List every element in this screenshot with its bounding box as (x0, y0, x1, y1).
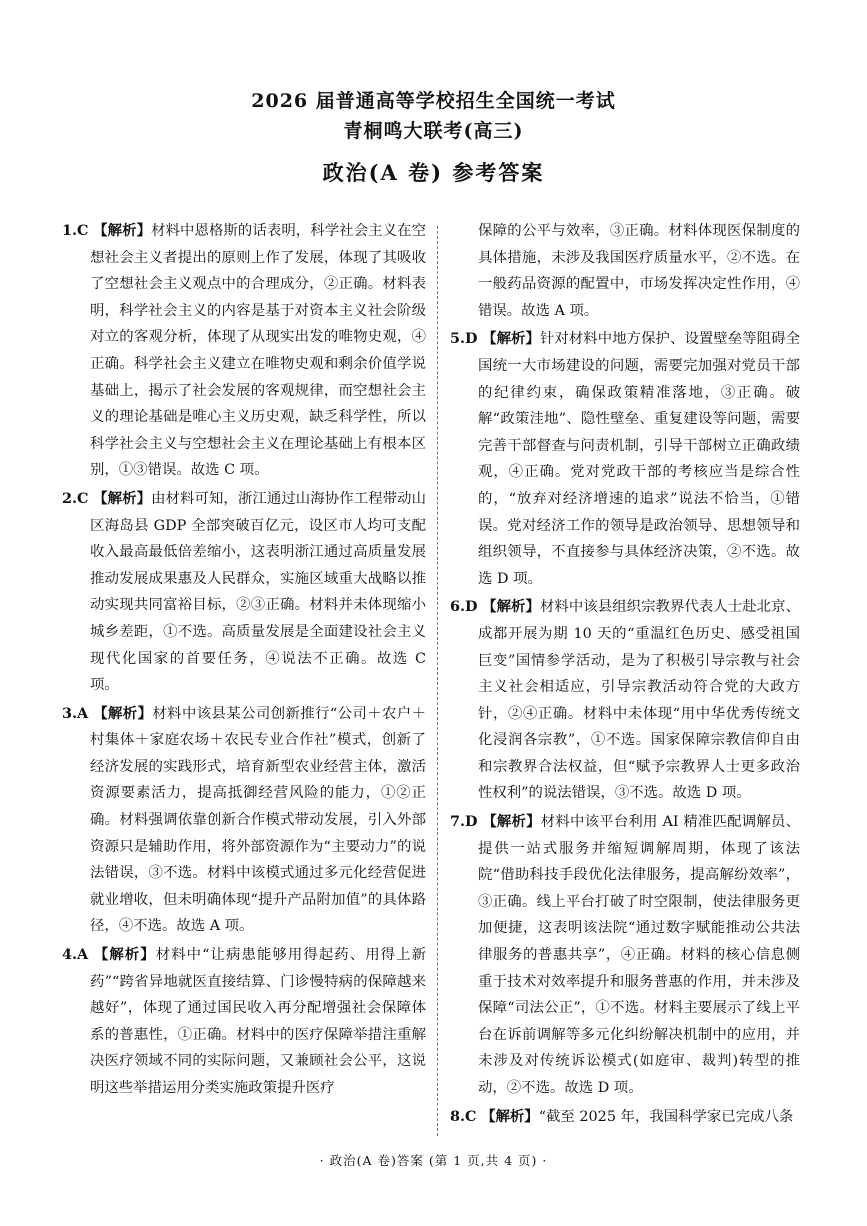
page-header (0, 86, 867, 190)
answer-item-7 (450, 809, 800, 1102)
answer-text: 材料中该县某公司创新推行“公司＋农户＋村集体＋家庭农场＋农民专业合作社”模式，创新了经济发展的实践形式，培育新型农业经营主体，激活资源要素活力，提高抵御经营风险的能力，①②正确。材料强调依靠创新合作模式带动发展，引入外部资源只是辅助作用，将外部资源作为“主要动力”的说法错误，③不选。材料中该模式通过多元化经营促进就业增收，但未明确体现“提升产品附加值”的具体路径，④不选。故选 A 项。 (90, 705, 426, 935)
column-divider (437, 226, 438, 1136)
answer-text: 由材料可知，浙江通过山海协作工程带动山区海岛县 GDP 全部突破百亿元，设区市人均可支配收入最高最低倍差缩小，这表明浙江通过高质量发展推动发展成果惠及人民群众，实施区域重大战略以推动实现共同富裕目标，②③正确。材料并未体现缩小城乡差距，①不选。高质量发展是全面建设社会主义现代化国家的首要任务，④说法不正确。故选 C 项。 (90, 490, 426, 694)
answer-text: 针对材料中地方保护、设置壁垒等阻碍全国统一大市场建设的问题，需要完加强对党员干部的纪律约束，确保政策精准落地，③正确。破解“政策洼地”、隐性壁垒、重复建设等问题，需要完善干部督查与问责机制，引导干部树立正确政绩观，④正确。党对党政干部的考核应当是综合性的，“放弃对经济增速的追求”说法不恰当，①错误。党对经济工作的领导是政治领导、思想领导和组织领导，不直接参与具体经济决策，②不选。故选 D 项。 (478, 331, 800, 587)
answer-item-1 (62, 218, 426, 484)
answer-item-8 (450, 1104, 800, 1131)
answer-text: “截至 2025 年，我国科学家已完成八条 (538, 1108, 794, 1125)
answer-item-3 (62, 701, 426, 940)
analysis-tag: 【解析】 (482, 813, 541, 831)
paper-title: 政治(A 卷) 参考答案 (322, 160, 545, 185)
answer-item-2 (62, 486, 426, 699)
analysis-tag: 【解析】 (482, 598, 540, 616)
answer-number: 7.D (450, 813, 478, 831)
answer-text: 材料中“让病患能够用得起药、用得上新药”“跨省异地就医直接结算、门诊慢特病的保障越来越好”，体现了通过国民收入再分配增强社会保障体系的普惠性，①正确。材料中的医疗保障举措注重解决医疗领域不同的实际问题，又兼顾社会公平，这说明这些举措运用分类实施政策提升医疗 (90, 947, 426, 1096)
analysis-tag: 【解析】 (481, 1107, 539, 1125)
exam-subtitle: 青桐鸣大联考(高三) (343, 120, 524, 142)
analysis-tag: 【解析】 (482, 330, 540, 348)
answer-text: 材料中恩格斯的话表明，科学社会主义在空想社会主义者提出的原则上作了发展，体现了其吸收了空想社会主义观点中的合理成分，②正确。材料表明，科学社会主义的内容是基于对资本主义社会阶级对立的客观分析，体现了从现实出发的唯物史观，④正确。科学社会主义建立在唯物史观和剩余价值学说基础上，揭示了社会发展的客观规律，而空想社会主义的理论基础是唯心主义历史观，缺乏科学性，所以科学社会主义与空想社会主义在理论基础上有根本区别，①③错误。故选 C 项。 (90, 223, 426, 479)
analysis-tag: 【解析】 (93, 704, 153, 722)
answer-number: 1.C (62, 222, 89, 239)
analysis-tag: 【解析】 (93, 946, 156, 964)
answer-item-4 (62, 942, 426, 1102)
answer-item-6 (450, 594, 800, 807)
analysis-tag: 【解析】 (93, 489, 152, 507)
answer-number: 5.D (450, 330, 478, 348)
page-footer: · 政治(A 卷)答案 (第 1 页,共 4 页) · (319, 1153, 548, 1168)
analysis-tag: 【解析】 (93, 222, 152, 239)
answer-number: 8.C (450, 1107, 477, 1125)
answer-number: 4.A (62, 946, 89, 964)
answer-item-4-continued: 保障的公平与效率，③正确。材料体现医保制度的具体措施，未涉及我国医疗质量水平，②不选。在一般药品资源的配置中，市场发挥决定性作用，④错误。故选 A 项。 (478, 223, 800, 319)
answer-number: 3.A (62, 704, 89, 722)
answer-text: 材料中该县组织宗教界代表人士赴北京、成都开展为期 10 天的“重温红色历史、感受祖国巨变”国情参学活动，是为了积极引导宗教与社会主义社会相适应，引导宗教活动符合党的大政方针，②④正确。材料中未体现“用中华优秀传统文化浸润各宗教”，①不选。国家保障宗教信仰自由和宗教界合法权益，但“赋予宗教界人士更多政治性权利”的说法错误，③不选。故选 D 项。 (478, 599, 800, 802)
answer-number: 6.D (450, 598, 478, 616)
answer-item-5 (450, 326, 800, 592)
right-column (450, 218, 800, 1148)
answer-number: 2.C (62, 489, 89, 507)
left-column (62, 218, 426, 1148)
answer-text: 材料中该平台利用 AI 精准匹配调解员、提供一站式服务并缩短调解周期，体现了该法院“借助科技手段优化法律服务，提高解纷效率”，③正确。线上平台打破了时空限制，使法律服务更加便捷，这表明该法院“通过数字赋能推动公共法律服务的普惠共享”，④正确。材料的核心信息侧重于技术对效率提升和服务普惠的作用，并未涉及保障“司法公正”，①不选。材料主要展示了线上平台在诉前调解等多元化纠纷解决机制中的应用，并未涉及对传统诉讼模式(如庭审、裁判)转型的推动，②不选。故选 D 项。 (478, 814, 800, 1096)
exam-title: 2026 届普通高等学校招生全国统一考试 (251, 90, 616, 112)
